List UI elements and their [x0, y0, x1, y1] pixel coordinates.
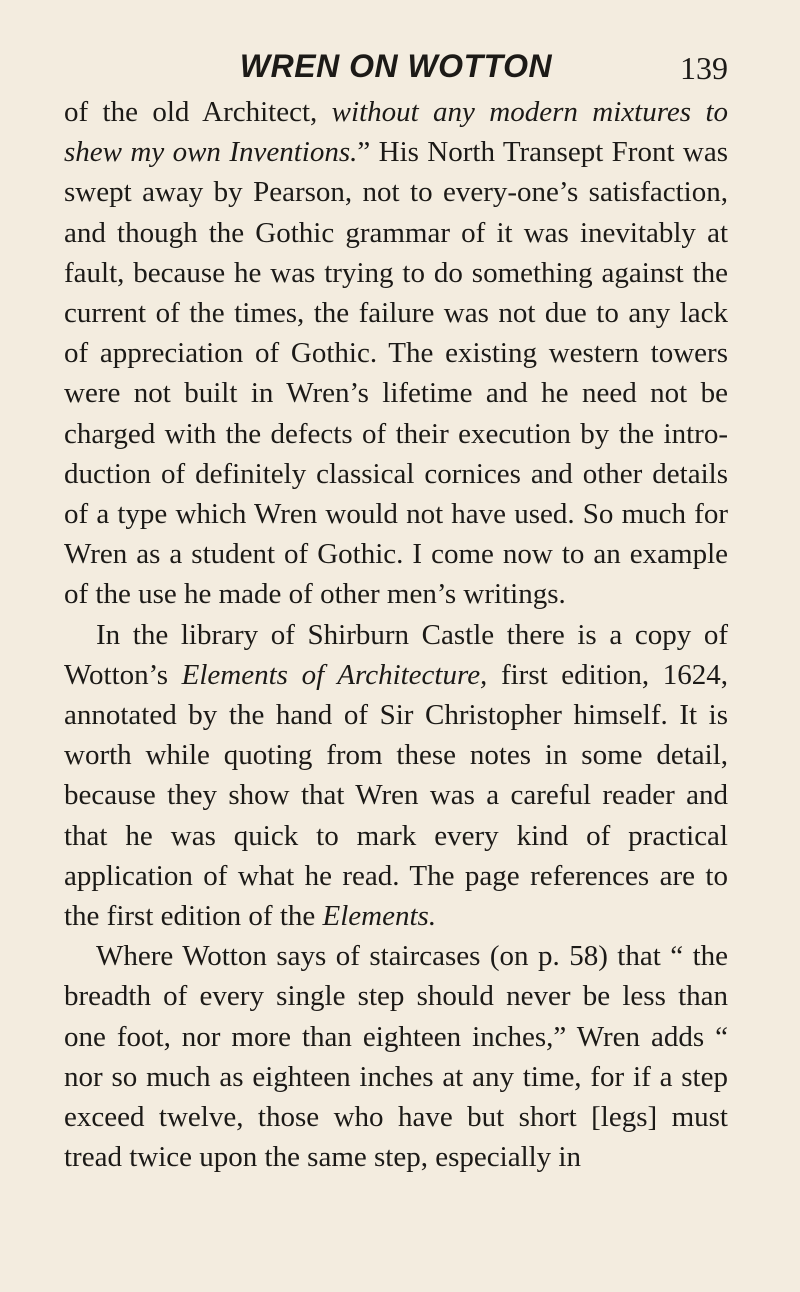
text-span: Where Wotton says of staircases (on p. 58) that “ the breadth of every single step should never be less than one foot, nor more than eighteen inches,” Wren adds “ nor so much as eighteen inches at any time, for if a step exceed twelve, those who have but short [legs] must tread twice upon the same step, especially in	[64, 940, 728, 1174]
paragraph-2	[64, 615, 728, 937]
text-span: of the old Architect,	[64, 96, 332, 128]
running-title: WREN ON WOTTON	[239, 48, 553, 84]
paragraph-3	[64, 936, 728, 1177]
text-span: ” His North Transept Front was swept away by Pearson, not to every-one’s satisfaction, and though the Gothic grammar of it was inevitably at fault, because he was trying to do something against the current of the times, the failure was not due to any lack of appreciation of Gothic. The existing western towers were not built in Wren’s lifetime and he need not be charged with the defects of their execution by the intro-duction of definitely classical cornices and other details of a type which Wren would not have used. So much for Wren as a student of Gothic. I come now to an example of the use he made of other men’s writings.	[64, 136, 728, 611]
book-title-short: Elements.	[322, 900, 437, 933]
italic-phrase: without any modern mixtures to shew my own Inventions.	[64, 96, 728, 169]
paragraph-1	[64, 92, 728, 615]
running-head	[64, 46, 728, 92]
text-span: In the library of Shirburn Castle there is a copy of Wotton’s	[64, 618, 728, 691]
book-title: Elements of Architecture,	[181, 658, 488, 691]
page-number: 139	[680, 50, 728, 86]
text-span: first edition, 1624, annotated by the hand of Sir Christopher himself. It is worth while quoting from these notes in some detail, because they show that Wren was a careful reader and that he was quick to mark every kind of practical application of what he read. The page references are to the first edition of the	[64, 658, 728, 933]
body-text	[64, 92, 728, 1177]
